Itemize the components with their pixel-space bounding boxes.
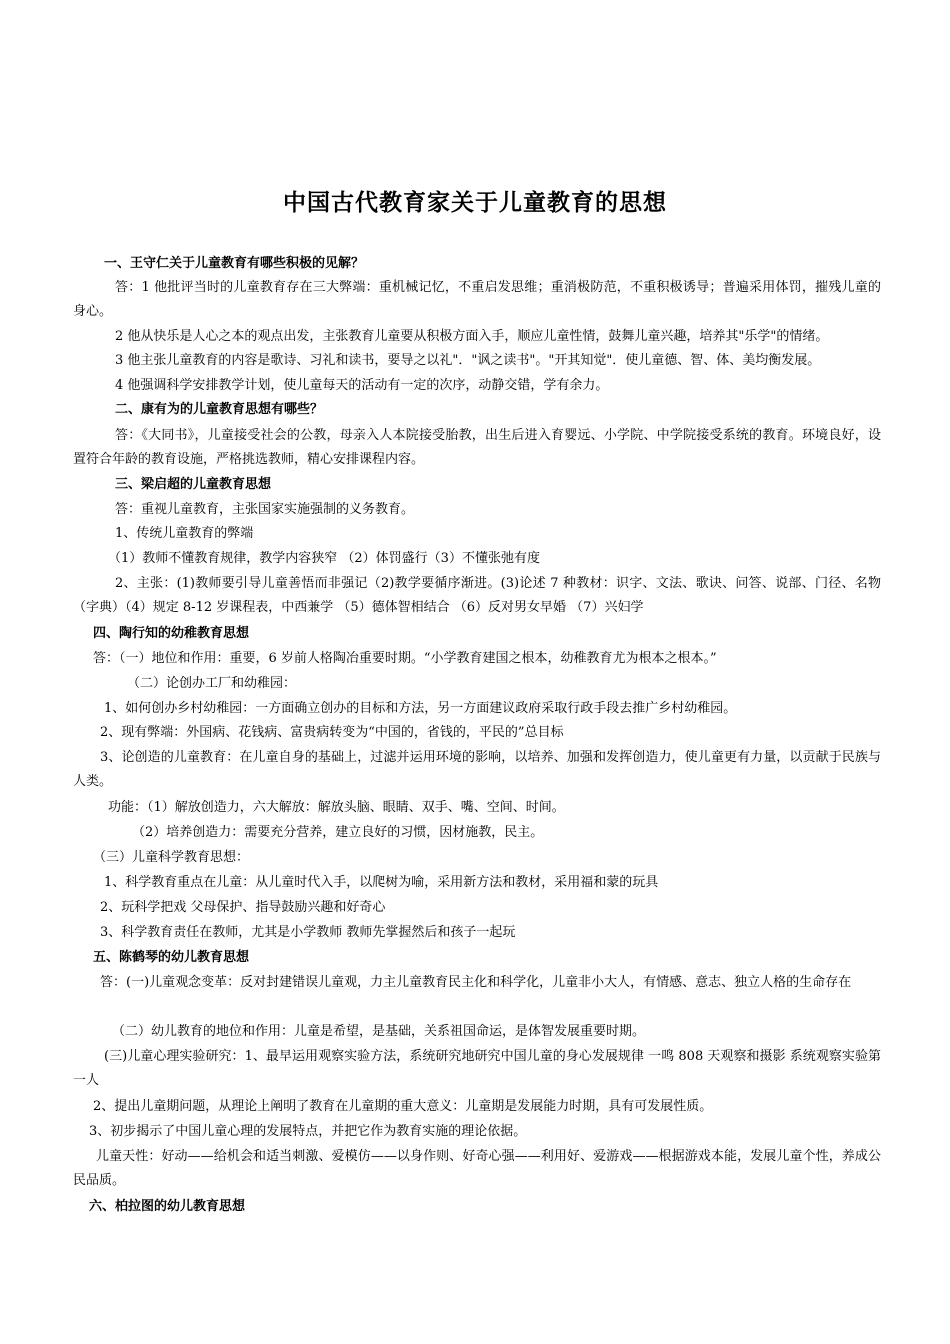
section-3-heading: 三、梁启超的儿童教育思想 xyxy=(115,477,272,492)
section-4-paragraph-7: （2）培养创造力：需要充分营养，建立良好的习惯，因材施教，民主。 xyxy=(132,825,544,840)
section-3-paragraph-1: 答：重视儿童教育，主张国家实施强制的义务教育。 xyxy=(115,502,415,517)
section-6-heading: 六、柏拉图的幼儿教育思想 xyxy=(89,1199,246,1214)
section-4-paragraph-11: 3、科学教育责任在教师，尤其是小学教师 教师先掌握然后和孩子一起玩 xyxy=(100,925,516,940)
section-2-paragraph-1: 答：《大同书》，儿童接受社会的公教，母亲入人本院接受胎教，出生后进入育婴远、小学院、中学院接受系统的教育。环境良好，设置符合年龄的教育设施，严格挑选教师，精心安排课程内容。 xyxy=(73,428,881,467)
section-4-paragraph-9: 1、科学教育重点在儿童：从儿童时代入手，以爬树为喻，采用新方法和教材，采用福和蒙的玩具 xyxy=(104,875,659,890)
section-4-paragraph-8: （三）儿童科学教育思想： xyxy=(93,850,250,865)
section-1-paragraph-4: 4 他强调科学安排教学计划，使儿童每天的活动有一定的次序，动静交错，学有余力。 xyxy=(115,378,609,393)
section-3-paragraph-2: 1、传统儿童教育的弊端 xyxy=(115,526,254,541)
section-5-paragraph-3: (三)儿童心理实验研究：1、最早运用观察实验方法，系统研究地研究中国儿童的身心发展规律 一鸣 808 天观察和摄影 系统观察实验第一人 xyxy=(73,1049,881,1088)
section-5-paragraph-2: （二）幼儿教育的地位和作用：儿童是希望，是基础，关系祖国命运，是体智发展重要时期。 xyxy=(112,1024,646,1039)
section-3-paragraph-3: （1）教师不懂教育规律，教学内容狭窄 （2）体罚盛行（3）不懂张弛有度 xyxy=(108,551,540,566)
document-title: 中国古代教育家关于儿童教育的思想 xyxy=(283,190,667,216)
section-5-paragraph-4: 2、提出儿童期问题，从理论上阐明了教育在儿童期的重大意义：儿童期是发展能力时期，具有可发展性质。 xyxy=(93,1099,713,1114)
section-5-paragraph-5: 3、初步揭示了中国儿童心理的发展特点，并把它作为教育实施的理论依据。 xyxy=(89,1124,527,1139)
section-5-paragraph-6: 儿童天性：好动——给机会和适当刺激、爱模仿——以身作则、好奇心强——利用好、爱游戏——根据游戏本能，发展儿童个性，养成公民品质。 xyxy=(73,1149,881,1188)
section-2-heading: 二、康有为的儿童教育思想有哪些？ xyxy=(115,402,324,417)
section-4-paragraph-2: （二）论创办工厂和幼稚园： xyxy=(127,676,297,691)
section-5-heading: 五、陈鹤琴的幼儿教育思想 xyxy=(93,950,250,965)
section-4-paragraph-6: 功能：（1）解放创造力，六大解放：解放头脑、眼睛、双手、嘴、空间、时间。 xyxy=(108,800,565,815)
section-3-paragraph-4: 2、主张：(1)教师要引导儿童善悟而非强记（2)教学要循序渐进。(3)论述 7 种教材：识字、文法、歌诀、问答、说部、门径、名物（字典）（4）规定 8-12 岁课程表，中西兼学 （5）德体智相结合 （6）反对男女早婚 （7）兴妇学 xyxy=(73,576,881,615)
section-4-paragraph-10: 2、玩科学把戏 父母保护、指导鼓励兴趣和好奇心 xyxy=(100,900,386,915)
section-4-paragraph-4: 2、现有弊端：外国病、花钱病、富贵病转变为“中国的，省钱的，平民的”总目标 xyxy=(100,725,564,740)
section-4-paragraph-1: 答：（一）地位和作用：重要，6 岁前人格陶冶重要时期。“小学教育建国之根本，幼稚教育尤为根本之根本。” xyxy=(93,651,717,666)
section-5-paragraph-1: 答：(一)儿童观念变革：反对封建错误儿童观，力主儿童教育民主化和科学化，儿童非小大人，有情感、意志、独立人格的生命存在 xyxy=(100,975,852,990)
section-1-heading: 一、王守仁关于儿童教育有哪些积极的见解？ xyxy=(104,256,365,271)
section-1-paragraph-2: 2 他从快乐是人心之本的观点出发，主张教育儿童要从积极方面入手，顺应儿童性情，鼓舞儿童兴趣，培养其"乐学"的情绪。 xyxy=(115,329,829,344)
section-1-paragraph-1: 答：1 他批评当时的儿童教育存在三大弊端：重机械记忆，不重启发思维；重消极防范，不重积极诱导；普遍采用体罚，摧残儿童的身心。 xyxy=(73,280,881,319)
section-4-paragraph-5: 3、论创造的儿童教育：在儿童自身的基础上，过滤并运用环境的影响，以培养、加强和发挥创造力，使儿童更有力量，以贡献于民族与人类。 xyxy=(73,750,881,789)
section-4-paragraph-3: 1、如何创办乡村幼稚园：一方面确立创办的目标和方法，另一方面建议政府采取行政手段去推广乡村幼稚园。 xyxy=(104,701,737,716)
section-1-paragraph-3: 3 他主张儿童教育的内容是歌诗、习礼和读书，要导之以礼"．"讽之读书"。"开其知觉"．使儿童德、智、体、美均衡发展。 xyxy=(115,353,821,368)
section-4-heading: 四、陶行知的幼稚教育思想 xyxy=(93,626,250,641)
